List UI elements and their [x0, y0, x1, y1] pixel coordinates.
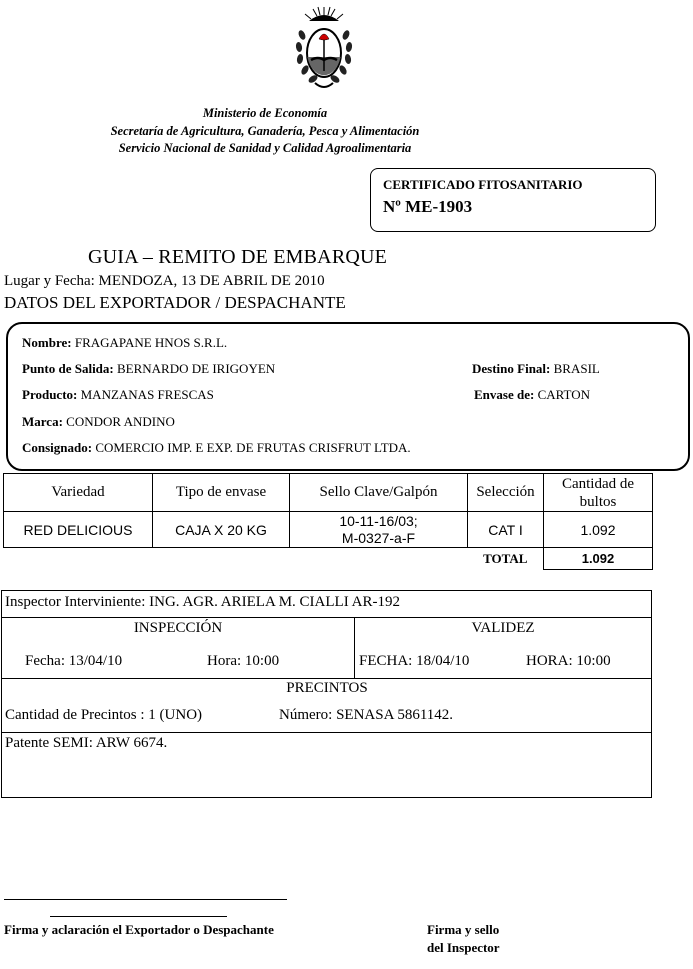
exporter-marca: Marca: CONDOR ANDINO: [22, 414, 175, 429]
total-label: TOTAL: [483, 550, 528, 566]
validez-fecha: FECHA: 18/04/10: [359, 653, 470, 669]
header-tipo: Tipo de envase: [153, 474, 290, 512]
inspector-signature-line1: Firma y sello: [427, 922, 500, 937]
certificate-number: Nº ME-1903: [383, 197, 473, 216]
header-cantidad: Cantidad de bultos: [544, 474, 653, 512]
signature-line-top: [4, 899, 287, 900]
section-title: DATOS DEL EXPORTADOR / DESPACHANTE: [4, 293, 346, 312]
certificate-box: [370, 168, 656, 232]
cell-seleccion: CAT I: [468, 512, 544, 548]
argentine-coat-of-arms-icon: [293, 5, 355, 95]
cell-sello: 10-11-16/03; M-0327-a-F: [290, 512, 468, 548]
certificate-label: CERTIFICADO FITOSANITARIO: [383, 177, 583, 192]
header-sello: Sello Clave/Galpón: [290, 474, 468, 512]
inspeccion-fecha: Fecha: 13/04/10: [25, 653, 123, 669]
cell-tipo: CAJA X 20 KG: [153, 512, 290, 548]
exporter-destino: Destino Final: BRASIL: [472, 361, 600, 376]
ministry-line-1: Ministerio de Economía: [202, 106, 328, 120]
cell-cantidad: 1.092: [544, 512, 653, 548]
table-header-row: [4, 474, 653, 512]
table-total-row: [4, 548, 653, 570]
inspection-box: [1, 590, 652, 798]
inspeccion-hora: Hora: 10:00: [207, 653, 280, 669]
ministry-line-3: Servicio Nacional de Sanidad y Calidad Agroalimentaria: [118, 141, 412, 155]
patente: Patente SEMI: ARW 6674.: [5, 735, 168, 751]
precintos-title: PRECINTOS: [286, 680, 368, 696]
exporter-consignado: Consignado: COMERCIO IMP. E EXP. DE FRUTAS CRISFRUT LTDA.: [22, 440, 411, 455]
signature-line-bottom: [50, 916, 227, 917]
page-title: GUIA – REMITO DE EMBARQUE: [88, 246, 388, 268]
exporter-signature-label: Firma y aclaración el Exportador o Despachante: [4, 922, 274, 937]
exporter-nombre: Nombre: FRAGAPANE HNOS S.R.L.: [22, 335, 228, 350]
place-date: Lugar y Fecha: MENDOZA, 13 DE ABRIL DE 2010: [4, 273, 325, 289]
header-variedad: Variedad: [4, 474, 153, 512]
exporter-box: [6, 322, 690, 471]
numero-precinto: Número: SENASA 5861142.: [279, 707, 454, 723]
ministry-line-2: Secretaría de Agricultura, Ganadería, Pesca y Alimentación: [110, 124, 420, 138]
cell-variedad: RED DELICIOUS: [4, 512, 153, 548]
inspector: Inspector Interviniente: ING. AGR. ARIELA M. CIALLI AR-192: [5, 594, 400, 610]
exporter-salida: Punto de Salida: BERNARDO DE IRIGOYEN: [22, 361, 276, 376]
inspector-signature-line2: del Inspector: [427, 940, 500, 955]
exporter-envase: Envase de: CARTON: [474, 387, 590, 402]
table-row: [4, 512, 653, 548]
validez-title: VALIDEZ: [471, 620, 535, 636]
validez-hora: HORA: 10:00: [526, 653, 611, 669]
cantidad-precintos: Cantidad de Precintos : 1 (UNO): [5, 707, 203, 723]
header-seleccion: Selección: [468, 474, 544, 512]
total-value: 1.092: [544, 548, 653, 570]
exporter-producto: Producto: MANZANAS FRESCAS: [22, 387, 214, 402]
inspeccion-title: INSPECCIÓN: [133, 620, 223, 636]
shipment-table: [3, 473, 653, 570]
